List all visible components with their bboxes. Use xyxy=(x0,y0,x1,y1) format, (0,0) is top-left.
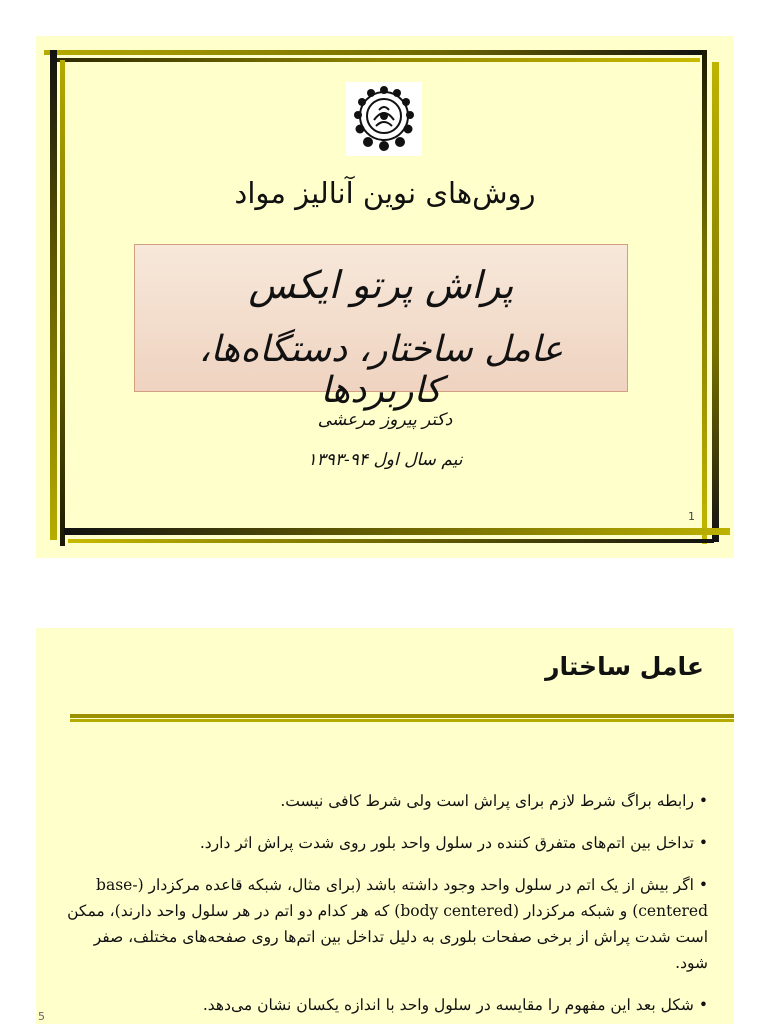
slide-page-number: 5 xyxy=(38,1010,45,1023)
bullet-item: • اگر بیش از یک اتم در سلول واحد وجود داشته باشد (برای مثال، شبکه قاعده مرکزدار (base-centered) و شبکه مرکزدار (body centered) که هر کدام دو اتم در هر سلول واحد دارند)، ممکن است شدت پراش از برخی صفحات بلوری به دلیل تداخل بین اتم‌ها روی صفحه‌های مختلف، صفر شود. xyxy=(67,876,708,972)
frame-bar-bottom-inner xyxy=(68,539,714,543)
author-name: دکتر پیروز مرعشی xyxy=(317,410,453,430)
main-title-line2: عامل ساختار، دستگاه‌ها، کاربردها xyxy=(198,329,564,411)
frame-bar-top-outer xyxy=(44,50,706,55)
semester-label: نیم سال اول ۹۴-۱۳۹۳ xyxy=(307,450,463,470)
main-title-line1: پراش پرتو ایکس xyxy=(248,263,514,307)
bullet-list xyxy=(64,788,708,1034)
frame-bar-top-inner xyxy=(50,58,700,62)
slide-title: عامل ساختار xyxy=(545,652,704,681)
bullet-item: • تداخل بین اتم‌های متفرق کننده در سلول واحد بلور روی شدت پراش اثر دارد. xyxy=(199,834,708,852)
frame-bar-bottom-outer xyxy=(64,528,730,535)
slide-page-number: 1 xyxy=(688,510,695,523)
frame-bar-left-inner xyxy=(60,60,65,546)
title-underline-light xyxy=(70,719,734,722)
main-title-box xyxy=(134,244,628,411)
title-slide xyxy=(36,36,734,558)
title-underline-dark xyxy=(70,714,734,718)
university-logo xyxy=(346,82,422,156)
frame-bar-right-outer xyxy=(712,62,719,542)
course-title: روش‌های نوین آنالیز مواد xyxy=(234,176,536,210)
bullet-item: • شکل بعد این مفهوم را مقایسه در سلول واحد با اندازه یکسان نشان می‌دهد. xyxy=(202,996,708,1014)
bullet-item: • رابطه براگ شرط لازم برای پراش است ولی شرط کافی نیست. xyxy=(280,792,708,810)
content-slide xyxy=(36,628,734,1024)
